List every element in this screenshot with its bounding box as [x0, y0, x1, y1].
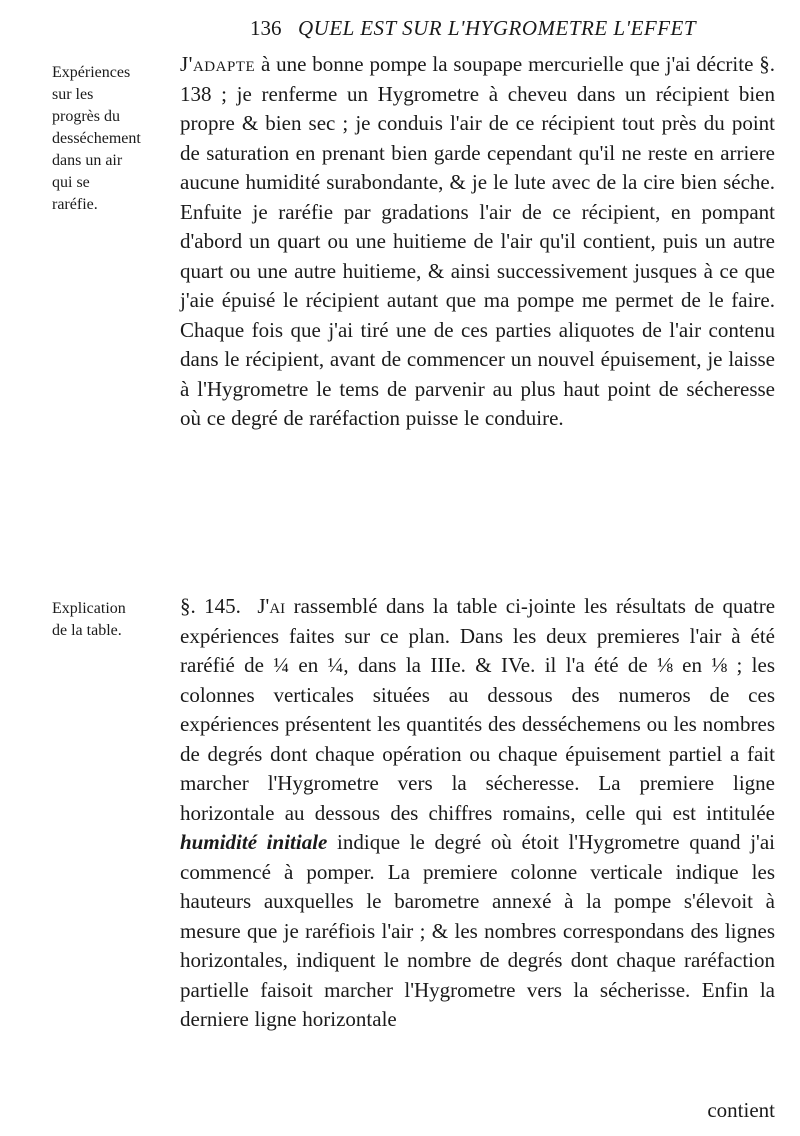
paragraph-2: [180, 592, 775, 1035]
running-header: [250, 8, 770, 48]
paragraph-2-text-after: indique le degré où étoit l'Hygrometre quand j'ai commencé à pomper. La premiere colonne verticale indique les hauteurs auxquelles le barometre annexé à la pompe s'élevoit à mesure que je raréfiois l'air ; & les nombres correspondans des lignes horizontales, indiquent le nombre de degrés dont chaque raréfaction partielle faisoit marcher l'Hygrometre vers la sécherisse. Enfin la derniere ligne horizontale: [180, 830, 775, 1031]
paragraph-1-lead: J'adapte: [180, 52, 256, 76]
paragraph-2-lead: J'ai: [257, 594, 286, 618]
page-number: 136: [250, 16, 282, 40]
running-title: QUEL EST SUR L'HYGROMETRE L'EFFET: [298, 16, 697, 40]
section-number: §. 145.: [180, 594, 241, 618]
paragraph-2-text-before: rassemblé dans la table ci-jointe les résultats de quatre expériences faites sur ce plan. Dans les deux premieres l'air à été raréfié de ¼ en ¼, dans la IIIe. & IVe. il l'a été de ⅛ en ⅛ ; les colonnes verticales situées au dessous des numeros de ces expériences présentent les quantités des desséchemens ou les nombres de degrés dont chaque opération ou chaque épuisement partiel a fait marcher l'Hygrometre vers la sécheresse. La premiere ligne horizontale au dessous des chiffres romains, celle qui est intitulée: [180, 594, 776, 825]
paragraph-1: [180, 50, 775, 434]
margin-note-experiences: Expériences sur les progrès du desséchement dans un air qui se raréfie.: [52, 64, 141, 213]
catchword: contient: [707, 1098, 775, 1122]
paragraph-2-emphasis: humidité initiale: [180, 830, 328, 854]
margin-note-explication: Explication de la table.: [52, 600, 126, 639]
paragraph-1-text: à une bonne pompe la soupape mercurielle que j'ai décrite §. 138 ; je renferme un Hygrometre à cheveu dans un récipient bien propre & bien sec ; je conduis l'air de ce récipient tout près du point de saturation en prenant bien garde cependant qu'il ne reste en arriere aucune humidité surabondante, & je le lute avec de la cire bien séche. Enfuite je raréfie par gradations l'air de ce récipient, en pompant d'abord un quart ou une huitieme de l'air qu'il contient, puis un autre quart ou une autre huitieme, & ainsi successivement jusques à ce que j'aie épuisé le récipient autant que ma pompe me permet de le faire. Chaque fois que j'ai tiré une de ces parties aliquotes de l'air contenu dans le récipient, avant de commencer un nouvel épuisement, je laisse à l'Hygrometre le tems de parvenir au plus haut point de sécheresse où ce degré de raréfaction puisse le conduire.: [180, 52, 775, 430]
